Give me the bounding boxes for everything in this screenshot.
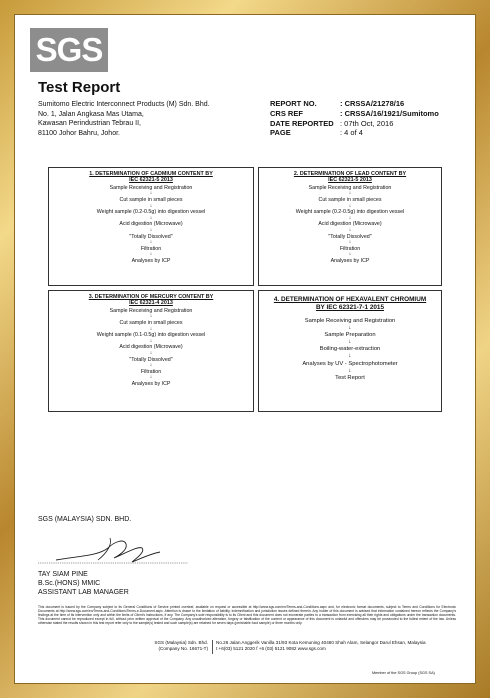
step: Analyses by ICP bbox=[330, 257, 370, 264]
step: Filtration bbox=[339, 245, 361, 252]
down-arrow-icon: ↓ bbox=[348, 190, 352, 197]
step: "Totally Dissolved" bbox=[328, 233, 372, 240]
step: "Totally Dissolved" bbox=[129, 233, 173, 240]
page-label: PAGE bbox=[270, 128, 291, 138]
down-arrow-icon: ↓ bbox=[348, 353, 352, 360]
footer bbox=[38, 640, 456, 658]
page-title: Test Report bbox=[38, 79, 121, 96]
signer-name: TAY SIAM PINE bbox=[38, 571, 88, 578]
crs-ref-label: CRS REF bbox=[270, 108, 303, 118]
step: Sample Receiving and Registration bbox=[109, 184, 193, 191]
date-reported-value: : 07th Oct, 2016 bbox=[340, 118, 394, 128]
box-heading: 3. DETERMINATION OF MERCURY CONTENT BY IEC 62321-4 2013 bbox=[88, 294, 214, 307]
down-arrow-icon: ↓ bbox=[149, 325, 153, 332]
step: Cut sample in small pieces bbox=[119, 320, 183, 326]
address-line: Sumitomo Electric Interconnect Products (M) Sdn. Bhd. bbox=[38, 101, 210, 108]
down-arrow-icon: ↓ bbox=[149, 251, 153, 258]
step: Cut sample in small pieces bbox=[119, 197, 183, 203]
down-arrow-icon: ↓ bbox=[348, 367, 352, 374]
down-arrow-icon: ↓ bbox=[149, 226, 153, 233]
down-arrow-icon: ↓ bbox=[348, 324, 352, 331]
step: Acid digestion (Microwave) bbox=[119, 344, 183, 351]
down-arrow-icon: ↓ bbox=[348, 226, 352, 233]
chromium-method-box bbox=[258, 290, 442, 412]
down-arrow-icon: ↓ bbox=[348, 251, 352, 258]
box-heading: 1. DETERMINATION OF CADMIUM CONTENT BY IEC 62321-5 2013 bbox=[89, 171, 213, 184]
box-heading: 4. DETERMINATION OF HEXAVALENT CHROMIUM BY IEC 62321-7-1 2015 bbox=[273, 296, 427, 311]
crs-ref-value: : CRSSA/16/1921/Sumitomo bbox=[340, 108, 439, 118]
member-note: Member of the SGS Group (SGS SA) bbox=[372, 671, 435, 675]
report-no-value: : CRSSA/21278/16 bbox=[340, 99, 405, 108]
report-info bbox=[270, 99, 439, 138]
date-reported-label: DATE REPORTED bbox=[270, 118, 334, 128]
down-arrow-icon: ↓ bbox=[348, 339, 352, 345]
step: "Totally Dissolved" bbox=[129, 356, 173, 363]
cadmium-method-box bbox=[48, 167, 254, 286]
step: Acid digestion (Microwave) bbox=[119, 221, 183, 228]
report-no-label: REPORT NO. bbox=[270, 99, 317, 108]
lead-method-box bbox=[258, 167, 442, 286]
signer-qualification: B.Sc.(HONS) MMIC bbox=[38, 580, 101, 587]
step: Sample Receiving and Registration bbox=[308, 184, 392, 191]
mercury-method-box bbox=[48, 290, 254, 412]
down-arrow-icon: ↓ bbox=[149, 214, 153, 221]
company-name: SGS (MALAYSIA) SDN. BHD. bbox=[38, 516, 132, 523]
client-address bbox=[38, 100, 210, 138]
step: Analyses by ICP bbox=[131, 380, 171, 387]
disclaimer-text: This document is issued by the Company subject to its General Conditions of Service printed overleaf, available on request or accessible at http://www.sgs.com/en/Terms-and-Conditions.aspx and, for electronic format documents, subject to Terms and Conditions for Electronic Documents at http://www.sgs.com/en/Terms-and-Conditions/Terms-e-Document.aspx. Attention is drawn to the limitation of liability, indemnification and jurisdiction issues defined therein. Any holder of this document is advised that information contained hereon reflects the Company's findings at the time of its intervention only and within the limits of Client's instructions, if any. The Company's sole responsibility is to its Client and this document does not exonerate parties to a transaction from exercising all their rights and obligations under the transaction documents. This document cannot be reproduced except in full, without prior written approval of the Company. Any unauthorized alteration, forgery or falsification of the content or appearance of this document is unlawful and offenders may be prosecuted to the fullest extent of the law. Unless otherwise stated the results shown in this test report refer only to the sample(s) tested and such sample(s) are retained for seven days (perishable food sample) or three months only. bbox=[38, 605, 456, 626]
step: Acid digestion (Microwave) bbox=[318, 221, 382, 228]
down-arrow-icon: ↓ bbox=[149, 349, 153, 356]
page-value: : 4 of 4 bbox=[340, 128, 363, 138]
signature bbox=[38, 530, 188, 570]
step: Boiling-water-extraction bbox=[319, 346, 381, 353]
step: Weight sample (0.2-0.5g) into digestion vessel bbox=[295, 209, 405, 216]
step: Filtration bbox=[140, 368, 162, 375]
sgs-logo: SGS bbox=[30, 28, 108, 72]
signatory bbox=[38, 570, 129, 597]
step: Test Report bbox=[335, 375, 365, 382]
down-arrow-icon: ↓ bbox=[149, 202, 153, 209]
footer-contact: No.26 Jalan Anggerik Vanilla 31/93 Kota Kemuning 40460 Shah Alam, Selangor Darul Ehsan, Malaysia t +6(03) 5121 2020 f +6 (03) 5121 9082 www.sgs.com bbox=[216, 640, 426, 651]
down-arrow-icon: ↓ bbox=[149, 239, 153, 246]
address-line: No. 1, Jalan Angkasa Mas Utama, bbox=[38, 110, 144, 118]
step: Weight sample (0.1-0.5g) into digestion vessel bbox=[96, 332, 206, 339]
down-arrow-icon: ↓ bbox=[348, 202, 352, 209]
step: Sample Receiving and Registration bbox=[304, 317, 396, 324]
step: Cut sample in small pieces bbox=[318, 197, 382, 203]
down-arrow-icon: ↓ bbox=[149, 313, 153, 320]
step: Weight sample (0.2-0.5g) into digestion vessel bbox=[96, 209, 206, 216]
down-arrow-icon: ↓ bbox=[149, 190, 153, 197]
down-arrow-icon: ↓ bbox=[149, 362, 153, 369]
step: Filtration bbox=[140, 245, 162, 252]
address-line: 81100 Johor Bahru, Johor. bbox=[38, 129, 120, 137]
step: Analyses by ICP bbox=[131, 257, 171, 264]
down-arrow-icon: ↓ bbox=[348, 214, 352, 221]
step: Sample Preparation bbox=[324, 332, 376, 338]
footer-company: SGS (Malaysia) Sdn. Bhd. (Company No. 16671-T) bbox=[154, 640, 208, 651]
address-line: Kawasan Perindustrian Tebrau II, bbox=[38, 120, 141, 127]
down-arrow-icon: ↓ bbox=[149, 337, 153, 344]
footer-divider bbox=[212, 640, 213, 654]
step: Analyses by UV - Spectrophotometer bbox=[302, 360, 398, 367]
signer-title: ASSISTANT LAB MANAGER bbox=[38, 589, 129, 596]
down-arrow-icon: ↓ bbox=[149, 374, 153, 381]
down-arrow-icon: ↓ bbox=[348, 239, 352, 246]
box-heading: 2. DETERMINATION OF LEAD CONTENT BY IEC 62321-5 2013 bbox=[293, 171, 407, 184]
step: Sample Receiving and Registration bbox=[109, 307, 193, 314]
